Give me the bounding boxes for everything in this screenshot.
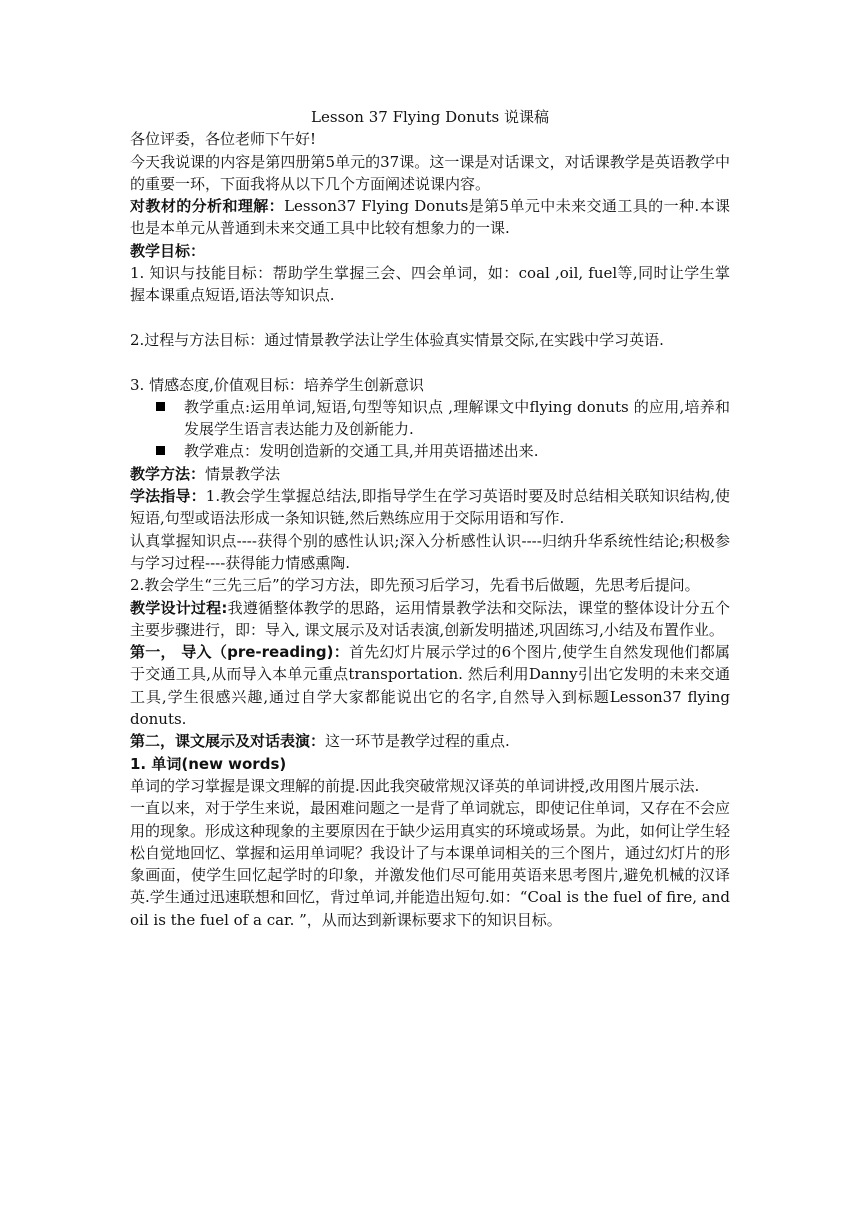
square-bullet-icon (156, 402, 165, 411)
step-1-label: 第一， 导入（pre-reading)： (130, 643, 349, 662)
step-1-text: 首先幻灯片展示学过的6个图片,使学生自然发现他们都属于交通工具,从而导入本单元重点transportation. 然后利用Danny引出它发明的未来交通工具,学生很感兴趣,通过自学大家都能说出它的名字,自然导入到标题Lesson37 flying donuts. (130, 643, 730, 729)
step-1-paragraph (130, 641, 730, 730)
words-paragraph-1: 单词的学习掌握是课文理解的前提.因此我突破常规汉译英的单词讲授,改用图片展示法. (130, 776, 700, 795)
goals-heading: 教学目标： (130, 241, 206, 260)
analysis-label: 对教材的分析和理解： (130, 197, 285, 216)
blank-line (130, 307, 730, 329)
design-label: 教学设计过程: (130, 598, 228, 617)
goal-2: 2.过程与方法目标：通过情景教学法让学生体验真实情景交际,在实践中学习英语. (130, 330, 664, 349)
step-2-paragraph (130, 730, 730, 752)
square-bullet-icon (156, 446, 165, 455)
document-page (130, 106, 730, 931)
guidance-paragraph-3: 2.教会学生“三先三后”的学习方法，即先预习后学习，先看书后做题，先思考后提问。 (130, 576, 700, 595)
guidance-paragraph (130, 485, 730, 530)
design-text: 我遵循整体教学的思路，运用情景教学法和交际法，课堂的整体设计分五个主要步骤进行，即：导入, 课文展示及对话表演,创新发明描述,巩固练习,小结及布置作业。 (130, 598, 730, 639)
key-points-list (130, 396, 730, 463)
document-title: Lesson 37 Flying Donuts 说课稿 (311, 108, 549, 126)
guidance-paragraph-2: 认真掌握知识点----获得个别的感性认识;深入分析感性认识----归纳升华系统性结论;积极参与学习过程----获得能力情感熏陶. (130, 531, 730, 572)
step-2-label: 第二，课文展示及对话表演： (130, 732, 326, 751)
guidance-label: 学法指导： (130, 487, 206, 506)
design-paragraph (130, 597, 730, 642)
bullet-key-point-text: 教学重点:运用单词,短语,句型等知识点 ,理解课文中flying donuts 的应用,培养和发展学生语言表达能力及创新能力. (184, 397, 730, 439)
bullet-key-point (130, 396, 730, 441)
guidance-text: 1.教会学生掌握总结法,即指导学生在学习英语时要及时总结相关联知识结构,使短语,句型或语法形成一条知识链,然后熟练应用于交际用语和写作. (130, 487, 730, 528)
goal-3: 3. 情感态度,价值观目标：培养学生创新意识 (130, 375, 424, 394)
goal-1: 1. 知识与技能目标：帮助学生掌握三会、四会单词，如：coal ,oil, fuel等,同时让学生掌握本课重点短语,语法等知识点. (130, 264, 730, 305)
analysis-text: Lesson37 Flying Donuts是第5单元中未来交通工具的一种.本课也是本单元从普通到未来交通工具中比较有想象力的一课. (130, 197, 730, 238)
method-paragraph (130, 463, 730, 485)
method-text: 情景教学法 (205, 464, 281, 483)
method-label: 教学方法： (130, 464, 206, 483)
words-heading: 1. 单词(new words) (130, 754, 287, 773)
blank-line (130, 351, 730, 373)
intro-paragraph: 今天我说课的内容是第四册第5单元的37课。这一课是对话课文，对话课教学是英语教学中的重要一环，下面我将从以下几个方面阐述说课内容。 (130, 152, 730, 193)
greeting: 各位评委，各位老师下午好! (130, 130, 317, 149)
bullet-difficult-point (130, 440, 730, 462)
step-2-text: 这一环节是教学过程的重点. (325, 732, 510, 751)
bullet-difficult-point-text: 教学难点：发明创造新的交通工具,并用英语描述出来. (184, 442, 539, 461)
analysis-paragraph (130, 195, 730, 240)
words-paragraph-2: 一直以来，对于学生来说，最困难问题之一是背了单词就忘，即使记住单词，又存在不会应用的现象。形成这种现象的主要原因在于缺少运用真实的环境或场景。为此，如何让学生轻松自觉地回忆、掌握和运用单词呢？我设计了与本课单词相关的三个图片，通过幻灯片的形象画面，使学生回忆起学时的印象，并激发他们尽可能用英语来思考图片,避免机械的汉译英.学生通过迅速联想和回忆，背过单词,并能造出短句.如：“Coal is the fuel of fire, and oil is the fuel of a car. ”，从而达到新课标要求下的知识目标。 (130, 799, 731, 929)
